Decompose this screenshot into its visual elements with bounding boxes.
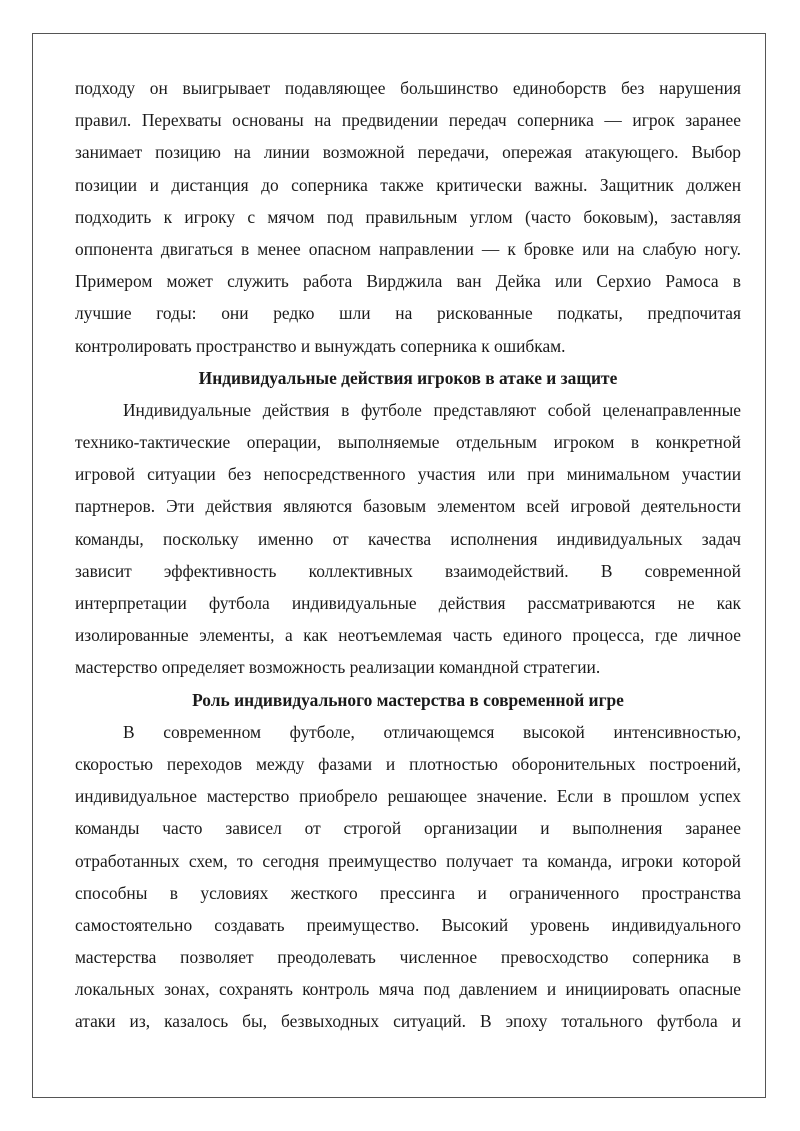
text-line: интерпретации футбола индивидуальные действия рассматриваются не как	[75, 593, 741, 613]
text-line: позиции и дистанция до соперника также критически важны. Защитник должен	[75, 174, 741, 195]
text-line: мастерства позволяет преодолевать численное превосходство соперника в	[75, 947, 741, 968]
text-line: способны в условиях жесткого прессинга и ограниченного пространства	[75, 882, 741, 903]
section-heading: Роль индивидуального мастерства в современной игре	[192, 689, 624, 710]
text-line: партнеров. Эти действия являются базовым элементом всей игровой деятельности	[75, 496, 741, 517]
text-line: подходу он выигрывает подавляющее большинство единоборств без нарушения	[75, 78, 741, 98]
text-line: Индивидуальные действия в футболе представляют собой целенаправленные	[123, 399, 741, 420]
text-line: команды, поскольку именно от качества исполнения индивидуальных задач	[75, 528, 741, 549]
paragraph-defense-continuation	[75, 72, 741, 362]
document-body	[75, 72, 741, 1038]
text-line: индивидуальное мастерство приобрело решающее значение. Если в прошлом успех	[75, 786, 741, 807]
text-line: оппонента двигаться в менее опасном направлении — к бровке или на слабую ногу.	[75, 238, 741, 259]
text-line: занимает позицию на линии возможной передачи, опережая атакующего. Выбор	[75, 142, 741, 163]
text-line: Примером может служить работа Вирджила ван Дейка или Серхио Рамоса в	[75, 271, 741, 292]
text-line: контролировать пространство и вынуждать соперника к ошибкам.	[75, 335, 566, 356]
text-line: игровой ситуации без непосредственного участия или при минимальном участии	[75, 464, 741, 485]
text-line: самостоятельно создавать преимущество. Высокий уровень индивидуального	[75, 914, 741, 935]
text-line: лучшие годы: они редко шли на рискованные подкаты, предпочитая	[75, 303, 741, 324]
section-heading: Индивидуальные действия игроков в атаке и защите	[198, 367, 618, 388]
text-line: подходить к игроку с мячом под правильным углом (часто боковым), заставляя	[75, 206, 741, 227]
text-line: зависит эффективность коллективных взаимодействий. В современной	[75, 560, 741, 581]
text-line: изолированные элементы, а как неотъемлемая часть единого процесса, где личное	[75, 625, 741, 646]
text-line: В современном футболе, отличающемся высокой интенсивностью,	[123, 721, 741, 742]
paragraph-individual-actions	[75, 394, 741, 684]
paragraph-individual-mastery	[75, 716, 741, 1038]
text-line: атаки из, казалось бы, безвыходных ситуаций. В эпоху тотального футбола и	[75, 1011, 741, 1032]
text-line: мастерство определяет возможность реализации командной стратегии.	[75, 657, 601, 678]
text-line: команды часто зависел от строгой организации и выполнения заранее	[75, 818, 741, 839]
text-line: локальных зонах, сохранять контроль мяча под давлением и инициировать опасные	[75, 979, 741, 1000]
text-line: скоростью переходов между фазами и плотностью оборонительных построений,	[75, 753, 741, 774]
text-line: технико-тактические операции, выполняемые отдельным игроком в конкретной	[75, 432, 741, 453]
text-line: правил. Перехваты основаны на предвидении передач соперника — игрок заранее	[75, 110, 741, 131]
text-line: отработанных схем, то сегодня преимущество получает та команда, игроки которой	[75, 850, 741, 871]
